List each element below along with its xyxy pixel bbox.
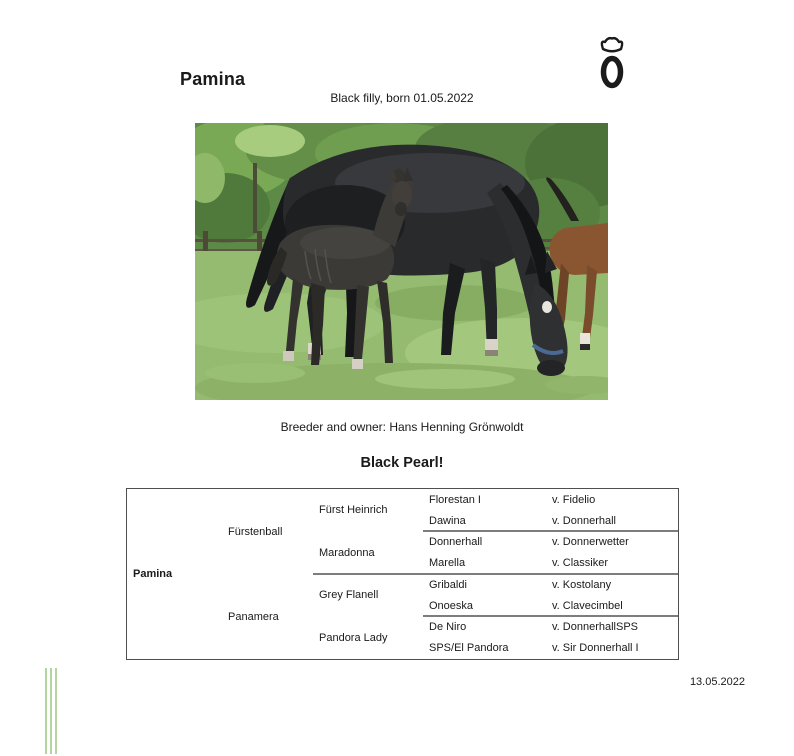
- document-date: 13.05.2022: [689, 676, 745, 688]
- page-subtitle: Black filly, born 01.05.2022: [330, 91, 474, 105]
- breeder-caption: Breeder and owner: Hans Henning Grönwoldt: [280, 420, 524, 434]
- pedigree-dam: Panamera: [228, 610, 279, 623]
- pedigree-gen3-name: Donnerhall: [429, 536, 483, 549]
- green-accent-line: [55, 668, 57, 754]
- pedigree-gen3-sireline: v. Donnerhall: [552, 514, 616, 527]
- pedigree-gen2-cell: Pandora Lady: [319, 631, 388, 644]
- crowned-o-brand-icon: [597, 35, 627, 91]
- pedigree-gen3-name: Gribaldi: [429, 578, 467, 591]
- pedigree-gen2-cell: Maradonna: [319, 546, 375, 559]
- pedigree-gen3-name: Onoeska: [429, 599, 474, 612]
- black-pearl-heading: Black Pearl!: [360, 455, 444, 471]
- page-title: Pamina: [180, 69, 246, 89]
- green-accent-line: [45, 668, 47, 754]
- pedigree-gen3-sireline: v. Fidelio: [552, 493, 596, 506]
- pedigree-gen3-sireline: v. Clavecimbel: [552, 599, 623, 612]
- pedigree-gen3-name: Marella: [429, 557, 466, 570]
- pedigree-gen2-cell: Grey Flanell: [319, 589, 379, 602]
- pedigree-sire: Fürstenball: [228, 525, 283, 538]
- green-accent-line: [50, 668, 52, 754]
- table-divider-line: [313, 573, 678, 575]
- pedigree-gen2-cell: Fürst Heinrich: [319, 504, 388, 517]
- pedigree-gen3-name: SPS/El Pandora: [429, 642, 509, 655]
- table-divider-line: [423, 615, 678, 617]
- pedigree-gen3-sireline: v. Classiker: [552, 557, 609, 570]
- pedigree-gen3-sireline: v. Kostolany: [552, 578, 612, 591]
- pedigree-gen3-name: Dawina: [429, 514, 466, 527]
- pedigree-subject: Pamina: [133, 568, 173, 580]
- table-divider-line: [423, 530, 678, 532]
- pedigree-gen3-sireline: v. DonnerhallSPS: [552, 621, 639, 634]
- horse-photo: [195, 123, 608, 400]
- pedigree-gen3-sireline: v. Donnerwetter: [552, 536, 629, 549]
- pedigree-gen3-name: De Niro: [429, 621, 467, 634]
- pedigree-gen3-name: Florestan I: [429, 493, 481, 506]
- pedigree-table: [126, 488, 679, 660]
- pedigree-gen3-sireline: v. Sir Donnerhall I: [552, 642, 639, 655]
